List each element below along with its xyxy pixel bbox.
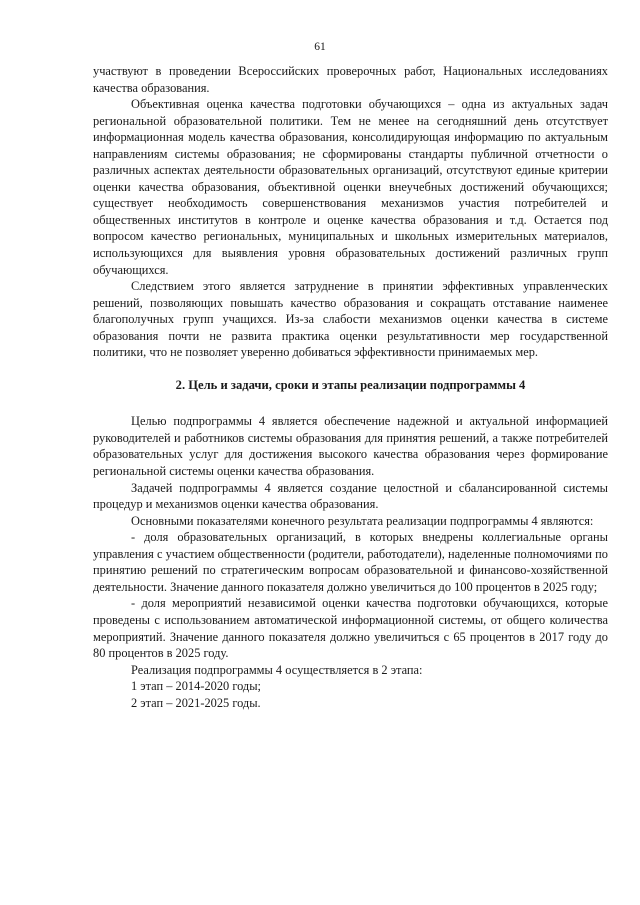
paragraph-indicators-intro: Основными показателями конечного результата реализации подпрограммы 4 являются: bbox=[131, 513, 594, 528]
page-body bbox=[93, 63, 608, 711]
paragraph-objective-assessment: Объективная оценка качества подготовки обучающихся – одна из актуальных задач региональной образовательной политики. Тем не менее на сегодняшний день отсутствует информационная модель качества образования, консолидирующая информацию по актуальным направлениям системы образования; не сформированы стандарты публичной отчетности о различных аспектах деятельности образовательных организаций, отсутствуют единые критерии оценки качества образования, объективной оценки внеучебных достижений обучающихся; существует необходимость совершенствования механизмов участия потребителей и общественных институтов в контроле и оценке качества образования и т.д. Остается под вопросом качество региональных, муниципальных и школьных измерительных материалов, использующихся для выявления уровня образовательных достижений различных групп обучающихся. bbox=[93, 97, 608, 277]
stage-2: 2 этап – 2021-2025 годы. bbox=[131, 695, 261, 710]
paragraph-task: Задачей подпрограммы 4 является создание целостной и сбалансированной системы процедур и механизмов оценки качества образования. bbox=[93, 480, 608, 512]
list-item-indicator-2: - доля мероприятий независимой оценки качества подготовки обучающихся, которые проведены с использованием автоматической информационной системы, от общего количества мероприятий. Значение данного показателя должно увеличиться с 65 процентов в 2017 году до 80 процентов в 2025 году. bbox=[93, 596, 608, 661]
paragraph-goal: Целью подпрограммы 4 является обеспечение надежной и актуальной информацией руководителей и работников системы образования для принятия решений, а также потребителей образовательных услуг для достижения высокого качества образования через формирование региональной системы оценки качества образования. bbox=[93, 414, 608, 479]
paragraph-stages-intro: Реализация подпрограммы 4 осуществляется в 2 этапа: bbox=[131, 662, 423, 677]
page-number: 61 bbox=[314, 41, 326, 53]
paragraph-continuation: участвуют в проведении Всероссийских проверочных работ, Национальных исследованиях качества образования. bbox=[93, 64, 608, 95]
list-item-indicator-1: - доля образовательных организаций, в которых внедрены коллегиальные органы управления с участием общественности (родители, работодатели), наделенные полномочиями по принятию решений по стратегическим вопросам образовательной и финансово-хозяйственной деятельности. Значение данного показателя должно увеличиться до 100 процентов в 2025 году; bbox=[93, 530, 608, 594]
section-heading: 2. Цель и задачи, сроки и этапы реализации подпрограммы 4 bbox=[175, 377, 526, 392]
paragraph-consequence: Следствием этого является затруднение в принятии эффективных управленческих решений, позволяющих повышать качество образования и сокращать отставание наименее благополучных групп учащихся. Из-за слабости механизмов оценки качества в системе образования почти не развита практика оценки результативности мер государственной политики, что не позволяет уверенно добиваться эффективности принимаемых мер. bbox=[93, 279, 608, 360]
stage-1: 1 этап – 2014-2020 годы; bbox=[131, 679, 262, 694]
